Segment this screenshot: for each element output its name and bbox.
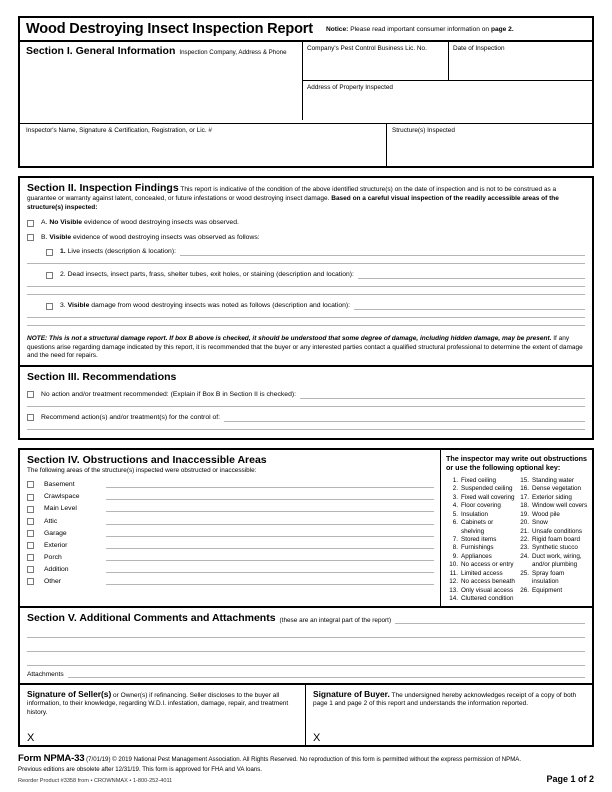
obstruction-label-exterior: Exterior xyxy=(44,541,68,549)
checkbox-finding-b3[interactable] xyxy=(46,303,53,310)
attachments-label: Attachments xyxy=(27,670,64,678)
buyer-signature-title: Signature of Buyer. xyxy=(313,688,390,699)
key-text: No access or entry xyxy=(461,561,514,569)
inspection-company-cell[interactable] xyxy=(20,42,303,120)
section-1-general-information xyxy=(20,42,592,124)
obstruction-label-crawlspace: Crawlspace xyxy=(44,493,80,501)
recommendation-no-action-label: No action and/or treatment recommended: (Explain if Box B in Section II is checked): xyxy=(41,390,297,398)
notice-text xyxy=(313,26,592,33)
key-item xyxy=(446,477,517,485)
no-action-writeline[interactable] xyxy=(300,391,585,399)
finding-b3-label xyxy=(53,302,350,309)
key-text: Standing water xyxy=(532,476,575,484)
key-number: 4. xyxy=(452,502,458,510)
buyer-signature-text xyxy=(313,689,586,709)
key-item xyxy=(517,570,588,578)
key-text: Equipment xyxy=(532,586,563,594)
recommend-action-writeline-2[interactable] xyxy=(27,429,585,430)
finding-b3-number: 3. xyxy=(60,302,66,310)
key-number: 17. xyxy=(520,493,529,501)
checkbox-exterior[interactable] xyxy=(27,542,34,549)
key-number: 16. xyxy=(520,485,529,493)
obstruction-row-attic[interactable] xyxy=(27,517,434,525)
key-text: Cluttered condition xyxy=(461,595,514,603)
recommendation-action-label: Recommend action(s) and/or treatment(s) for the control of: xyxy=(41,413,221,421)
obstruction-label-garage: Garage xyxy=(44,529,67,537)
key-item xyxy=(517,587,588,595)
section-2-note-rest: If any questions arise regarding damage indicated by this report, it is recommended that the buyer or any interested parties contact a qualified structural professional to determine the extent of damage and the need for repairs. xyxy=(27,335,583,360)
key-text: Spray foam xyxy=(532,569,565,577)
checkbox-basement[interactable] xyxy=(27,481,34,488)
key-number: 22. xyxy=(520,535,529,543)
recommend-action-writeline[interactable] xyxy=(224,414,585,422)
key-item xyxy=(517,553,588,561)
obstruction-label-attic: Attic xyxy=(44,517,58,525)
footer-legal xyxy=(18,752,594,775)
obstruction-row-main-level[interactable] xyxy=(27,505,434,513)
obstruction-label-porch: Porch xyxy=(44,553,62,561)
key-text: Furnishings xyxy=(461,544,494,552)
checkbox-porch[interactable] xyxy=(27,554,34,561)
key-item xyxy=(517,578,588,586)
key-number: 7. xyxy=(452,535,458,543)
checkbox-crawlspace[interactable] xyxy=(27,494,34,501)
key-item xyxy=(446,553,517,561)
finding-b2-text: Dead insects, insect parts, frass, shelter tubes, exit holes, or staining (description and location): xyxy=(67,271,354,279)
key-number: 9. xyxy=(452,552,458,560)
key-item xyxy=(446,494,517,502)
key-text: Synthetic stucco xyxy=(532,544,578,552)
finding-b1-row[interactable] xyxy=(46,248,585,256)
key-text: Floor covering xyxy=(461,502,501,510)
finding-b-text: evidence of wood destroying insects was observed as follows: xyxy=(73,233,260,241)
section-1-heading-sub: Inspection Company, Address & Phone xyxy=(179,49,287,56)
finding-b2-label xyxy=(53,271,354,278)
key-number xyxy=(517,561,529,569)
finding-b3-writeline[interactable] xyxy=(354,302,585,310)
key-text: Cabinets or shelving xyxy=(461,519,494,535)
checkbox-attic[interactable] xyxy=(27,518,34,525)
obstruction-writeline-garage[interactable] xyxy=(106,530,434,537)
key-text: Dense vegetation xyxy=(532,485,582,493)
structures-inspected-label: Structure(s) Inspected xyxy=(392,127,455,134)
section-4-subtitle: The following areas of the structure(s) inspected were obstructed or inaccessible: xyxy=(27,466,257,474)
key-text: Insulation xyxy=(461,510,488,518)
finding-b2-writeline-2[interactable] xyxy=(27,286,585,287)
key-text: Wood pile xyxy=(532,510,560,518)
finding-b1-label xyxy=(53,248,176,255)
key-number: 18. xyxy=(520,502,529,510)
key-number: 13. xyxy=(449,586,458,594)
obstruction-writeline-other[interactable] xyxy=(106,578,434,585)
finding-b2-writeline-3[interactable] xyxy=(27,294,585,295)
obstruction-writeline-main-level[interactable] xyxy=(106,505,434,512)
finding-b3-text: damage from wood destroying insects was noted as follows (description and location): xyxy=(91,302,351,310)
key-item xyxy=(517,494,588,502)
finding-a-label xyxy=(34,219,239,226)
optional-key-columns xyxy=(446,477,588,604)
finding-b3-bold: Visible xyxy=(67,302,90,310)
footer-reorder: Reorder Product #3358 from • CROWNMAX • 1-800-252-4011 xyxy=(18,778,173,785)
obstruction-row-other[interactable] xyxy=(27,578,434,586)
section-2-note xyxy=(27,335,585,361)
key-item xyxy=(446,519,517,536)
optional-key-column-right xyxy=(517,477,588,604)
obstruction-label-other: Other xyxy=(44,577,61,585)
key-item xyxy=(446,544,517,552)
no-action-writeline-2[interactable] xyxy=(27,406,585,407)
optional-key-heading xyxy=(446,454,588,473)
key-item xyxy=(446,561,517,569)
key-text: Stored items xyxy=(461,535,497,543)
key-item xyxy=(517,485,588,493)
section-3-recommendations xyxy=(20,367,592,438)
obstruction-row-garage[interactable] xyxy=(27,529,434,537)
key-number: 3. xyxy=(452,493,458,501)
key-item xyxy=(446,536,517,544)
sections-2-3-border xyxy=(18,176,594,440)
finding-b1-text: Live insects (description & location): xyxy=(67,248,176,256)
key-number: 21. xyxy=(520,527,529,535)
finding-b3-row[interactable] xyxy=(46,302,585,310)
finding-b2-writeline[interactable] xyxy=(358,271,585,279)
finding-b1-writeline-2[interactable] xyxy=(27,263,585,264)
form-title-bar xyxy=(20,18,592,42)
key-text: Rigid foam board xyxy=(532,535,580,543)
seller-signature-text xyxy=(27,689,299,718)
checkbox-other[interactable] xyxy=(27,578,34,585)
inspector-name-cell[interactable] xyxy=(20,124,387,166)
optional-key-column-left xyxy=(446,477,517,604)
key-text: insulation xyxy=(532,578,559,586)
key-item xyxy=(446,502,517,510)
checkbox-finding-b2[interactable] xyxy=(46,272,53,279)
recommendation-action-row[interactable] xyxy=(27,414,585,422)
obstruction-label-basement: Basement xyxy=(44,481,75,489)
key-number: 12. xyxy=(449,578,458,586)
page-title: Wood Destroying Insect Inspection Report xyxy=(26,21,313,37)
key-text: Suspended ceiling xyxy=(461,485,513,493)
buyer-signature-x: X xyxy=(313,731,321,744)
key-item xyxy=(446,570,517,578)
checkbox-main-level[interactable] xyxy=(27,506,34,513)
key-text: Duct work, wiring, xyxy=(532,552,582,560)
obstruction-label-addition: Addition xyxy=(44,565,69,573)
obstruction-writeline-addition[interactable] xyxy=(106,566,434,573)
checkbox-finding-b[interactable] xyxy=(27,234,34,241)
key-item xyxy=(446,587,517,595)
date-of-inspection-cell[interactable] xyxy=(449,42,592,80)
key-item xyxy=(446,511,517,519)
sections-4-5-border xyxy=(18,448,594,747)
attachments-writeline[interactable] xyxy=(68,670,585,678)
section-1-top-row xyxy=(303,42,592,81)
obstruction-row-basement[interactable] xyxy=(27,481,434,489)
section-gap-1 xyxy=(18,168,594,176)
optional-key-heading-line1: The inspector may write out obstructions xyxy=(446,453,587,463)
optional-key-panel xyxy=(440,450,592,606)
section-1-right-column xyxy=(303,42,592,123)
key-number: 14. xyxy=(449,595,458,603)
checkbox-garage[interactable] xyxy=(27,530,34,537)
section-5-heading-row xyxy=(27,612,585,624)
section-1-bottom-row xyxy=(20,124,592,166)
buyer-signature-desc: The undersigned hereby acknowledges receipt of a copy of both page 1 and page 2 of this report and understands the information reported. xyxy=(313,691,577,708)
checkbox-finding-a[interactable] xyxy=(27,220,34,227)
section-1-heading-text: Section I. General Information xyxy=(26,45,176,57)
key-number: 11. xyxy=(449,569,458,577)
section-4-left-column xyxy=(20,450,440,606)
key-number: 19. xyxy=(520,510,529,518)
key-item xyxy=(517,502,588,510)
company-license-label: Company's Pest Control Business Lic. No. xyxy=(307,45,427,52)
obstruction-row-porch[interactable] xyxy=(27,554,434,562)
section-3-heading: Section III. Recommendations xyxy=(27,370,177,383)
date-of-inspection-label: Date of Inspection xyxy=(453,45,505,52)
form-outer-border xyxy=(18,16,594,168)
key-text: Exterior siding xyxy=(532,493,572,501)
key-number: 6. xyxy=(452,519,458,527)
notice-body: Please read important consumer information on xyxy=(350,25,490,33)
buyer-signature-cell[interactable] xyxy=(306,685,592,745)
key-item xyxy=(517,536,588,544)
key-number: 2. xyxy=(452,485,458,493)
footer-legal-line-2: Previous editions are obsolete after 12/31/19. This form is approved for FHA and VA loans. xyxy=(18,765,262,773)
property-address-cell[interactable] xyxy=(303,81,592,123)
key-text: Unsafe conditions xyxy=(532,527,583,535)
key-item xyxy=(517,561,588,569)
section-5-additional-comments xyxy=(20,608,592,685)
finding-b3-writeline-2[interactable] xyxy=(27,317,585,318)
key-number: 10. xyxy=(449,561,458,569)
obstruction-writeline-porch[interactable] xyxy=(106,554,434,561)
inspector-name-label: Inspector's Name, Signature & Certification, Registration, or Lic. # xyxy=(26,127,212,134)
finding-b-prefix: B. xyxy=(41,233,48,241)
footer-legal-line-1: (7/01/19) © 2019 National Pest Management Association. All Rights Reserved. No reproduction of this form is permitted without the express permission of NPMA. xyxy=(86,755,522,763)
key-number: 24. xyxy=(520,552,529,560)
key-text: Appliances xyxy=(461,552,492,560)
finding-b-label xyxy=(34,234,260,241)
finding-b2-row[interactable] xyxy=(46,271,585,279)
key-item xyxy=(517,477,588,485)
key-number: 25. xyxy=(520,569,529,577)
obstruction-row-exterior[interactable] xyxy=(27,541,434,549)
key-number: 26. xyxy=(520,586,529,594)
finding-a-text: evidence of wood destroying insects was observed. xyxy=(83,219,239,227)
key-text: Limited access xyxy=(461,569,503,577)
checkbox-finding-b1[interactable] xyxy=(46,249,53,256)
recommendation-no-action-row[interactable] xyxy=(27,391,585,399)
seller-signature-x: X xyxy=(27,731,35,744)
obstruction-writeline-basement[interactable] xyxy=(106,481,434,488)
key-number: 1. xyxy=(452,476,458,484)
notice-page-ref: page 2. xyxy=(490,25,514,33)
key-item xyxy=(446,578,517,586)
company-license-cell[interactable] xyxy=(303,42,449,80)
key-text: No access beneath xyxy=(461,578,515,586)
finding-a-row[interactable] xyxy=(27,219,585,227)
finding-b2-number: 2. xyxy=(60,271,66,279)
key-number: 5. xyxy=(452,510,458,518)
key-number: 20. xyxy=(520,519,529,527)
obstruction-row-crawlspace[interactable] xyxy=(27,493,434,501)
finding-b1-writeline[interactable] xyxy=(180,248,585,256)
section-5-writeline-4[interactable] xyxy=(27,665,585,666)
section-2-heading: Section II. Inspection Findings xyxy=(27,182,179,194)
checkbox-addition[interactable] xyxy=(27,566,34,573)
key-number: 15. xyxy=(520,476,529,484)
page-number: Page 1 of 2 xyxy=(546,774,594,785)
key-item xyxy=(517,511,588,519)
section-2-intro-text: This report is indicative of the condition of the above identified structure(s) on the date of inspection and is not to be construed as a guarantee or warranty against latent, concealed, or future infestations or wood destroying insect damage. xyxy=(27,186,557,203)
section-gap-2 xyxy=(18,440,594,448)
form-id: Form NPMA-33 xyxy=(18,752,85,764)
key-item xyxy=(446,595,517,603)
key-text: Only visual access xyxy=(461,586,514,594)
checkbox-recommend-action[interactable] xyxy=(27,414,34,421)
section-4-obstructions xyxy=(20,450,592,606)
key-number: 23. xyxy=(520,544,529,552)
key-item xyxy=(517,544,588,552)
key-text: and/or plumbing xyxy=(532,561,578,569)
section-5-writeline-3[interactable] xyxy=(27,651,585,652)
key-item xyxy=(517,528,588,536)
section-2-intro xyxy=(27,182,585,212)
key-item xyxy=(517,519,588,527)
finding-b-bold: Visible xyxy=(49,233,72,241)
key-number: 8. xyxy=(452,544,458,552)
section-5-heading: Section V. Additional Comments and Attachments xyxy=(27,611,276,624)
section-4-block xyxy=(20,450,592,608)
signature-block xyxy=(20,685,592,745)
property-address-label: Address of Property Inspected xyxy=(307,84,393,91)
finding-a-bold: No Visible xyxy=(49,219,83,227)
finding-b3-writeline-3[interactable] xyxy=(27,325,585,326)
section-1-heading xyxy=(26,45,302,57)
notice-label: Notice: xyxy=(325,25,349,33)
finding-b-row[interactable] xyxy=(27,234,585,242)
key-text: Window well covers xyxy=(532,502,588,510)
finding-a-prefix: A. xyxy=(41,219,48,227)
key-text: Fixed wall covering xyxy=(461,493,515,501)
section-5-heading-sub: (these are an integral part of the report) xyxy=(279,616,392,624)
obstruction-label-main-level: Main Level xyxy=(44,505,77,513)
optional-key-heading-line2: or use the following optional key: xyxy=(446,463,561,473)
seller-signature-cell[interactable] xyxy=(20,685,306,745)
key-text: Snow xyxy=(532,519,548,527)
key-number xyxy=(517,578,529,586)
page-footer xyxy=(18,752,594,785)
section-4-heading: Section IV. Obstructions and Inaccessible Areas xyxy=(27,453,267,466)
structures-inspected-cell[interactable] xyxy=(387,124,592,166)
checkbox-no-action[interactable] xyxy=(27,391,34,398)
obstruction-writeline-attic[interactable] xyxy=(106,518,434,525)
attachments-row[interactable] xyxy=(27,670,585,678)
section-2-inspection-findings xyxy=(20,178,592,367)
finding-b1-number: 1. xyxy=(60,248,66,256)
section-5-writeline-2[interactable] xyxy=(27,637,585,638)
obstruction-writeline-exterior[interactable] xyxy=(106,542,434,549)
section-2-intro-bold: Based on a careful visual inspection of the readily accessible areas of the structure(s) inspected: xyxy=(27,195,559,211)
section-2-note-lead: NOTE: This is not a structural damage report. If box B above is checked, it should be understood that some degree of damage, including hidden damage, may be present. xyxy=(27,335,552,343)
section-5-writeline-1[interactable] xyxy=(395,616,585,624)
key-item xyxy=(446,485,517,493)
obstruction-writeline-crawlspace[interactable] xyxy=(106,493,434,500)
seller-signature-desc: or Owner(s) if refinancing. Seller discloses to the buyer all information, to their knowledge, regarding W.D.I. infestation, damage, repair, and treatment history. xyxy=(27,691,289,717)
key-text: Fixed ceiling xyxy=(461,476,496,484)
obstruction-row-addition[interactable] xyxy=(27,566,434,574)
seller-signature-title: Signature of Seller(s) xyxy=(27,688,112,699)
